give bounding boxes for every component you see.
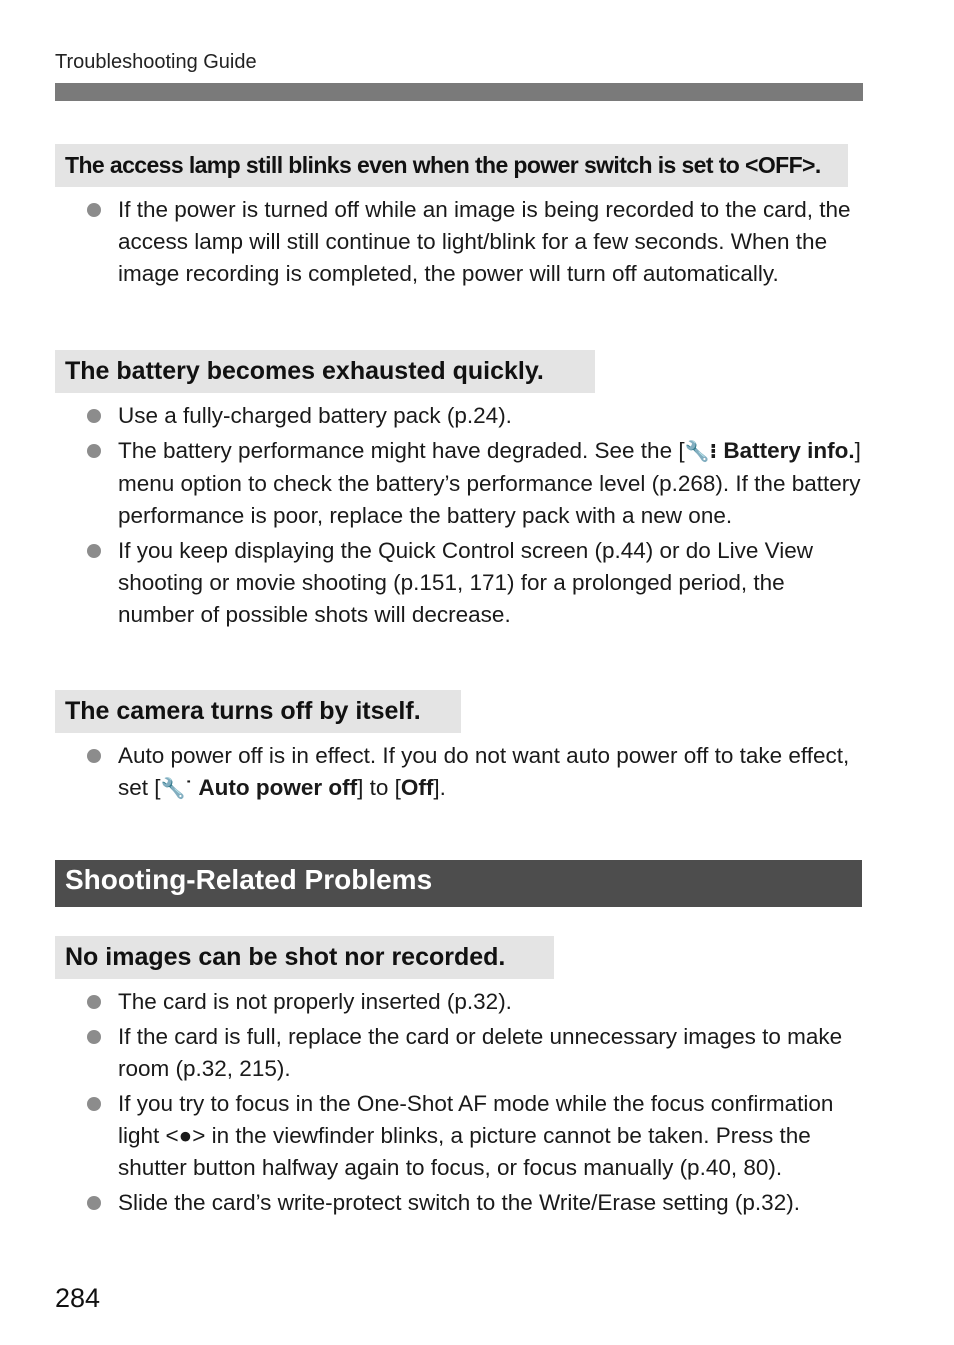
header-rule	[55, 83, 863, 101]
bullet-text: If the card is full, replace the card or delete unnecessary images to make room (p.32, 215).	[118, 1024, 843, 1081]
topic-heading-access-lamp: The access lamp still blinks even when the power switch is set to <OFF>.	[55, 144, 848, 187]
menu-option-auto-power-off: Auto power off	[198, 775, 358, 800]
menu-option-battery-info: Battery info.	[723, 438, 855, 463]
running-head: Troubleshooting Guide	[55, 51, 257, 73]
bullet-list-battery	[55, 400, 863, 634]
bullet-text-post: ] menu option to check the battery’s performance level (p.268). If the battery performance is poor, replace the battery pack with a new one.	[118, 438, 861, 528]
section-title-bar: Shooting-Related Problems	[55, 860, 862, 907]
bullet-list-auto-off	[55, 740, 863, 808]
bullet-dot	[87, 995, 101, 1009]
bullet-list-access-lamp	[55, 194, 863, 293]
bullet-text-mid: ] to [	[357, 775, 401, 800]
bullet-text-post: ].	[433, 775, 446, 800]
bullet-text-pre: The battery performance might have degraded. See the [	[118, 438, 685, 463]
focus-confirmation-light-icon: ●	[178, 1123, 193, 1148]
bullet-dot	[87, 409, 101, 423]
bullet-text: If you keep displaying the Quick Control screen (p.44) or do Live View shooting or movie shooting (p.151, 171) for a prolonged period, the number of possible shots will decrease.	[118, 538, 813, 627]
topic-heading-battery: The battery becomes exhausted quickly.	[55, 350, 595, 393]
bullet-text: Use a fully-charged battery pack (p.24).	[118, 403, 512, 428]
list-item	[55, 1021, 863, 1085]
bullet-dot	[87, 1097, 101, 1111]
list-item	[55, 535, 863, 631]
bullet-dot	[87, 203, 101, 217]
page-number: 284	[55, 1283, 101, 1313]
wrench-tab-1-icon: 🔧˙	[160, 778, 193, 800]
topic-heading-auto-off: The camera turns off by itself.	[55, 690, 461, 733]
wrench-tab-3-icon: 🔧⁝	[684, 441, 718, 463]
bullet-text-pre: Auto power off is in effect. If you do not want auto power off to take effect, set [	[118, 743, 850, 800]
bullet-list-no-images	[55, 986, 863, 1222]
bullet-text: If the power is turned off while an image is being recorded to the card, the access lamp will still continue to light/blink for a few seconds. When the image recording is completed, the power will turn off automatically.	[118, 197, 851, 286]
bullet-dot	[87, 1196, 101, 1210]
bullet-dot	[87, 444, 101, 458]
bullet-text: Slide the card’s write-protect switch to the Write/Erase setting (p.32).	[118, 1190, 800, 1215]
bullet-dot	[87, 1030, 101, 1044]
bullet-dot	[87, 544, 101, 558]
list-item	[55, 1088, 863, 1184]
list-item	[55, 194, 863, 290]
list-item	[55, 740, 863, 805]
setting-value-off: Off	[400, 775, 434, 800]
list-item	[55, 435, 863, 532]
bullet-text: The card is not properly inserted (p.32).	[118, 989, 512, 1014]
bullet-dot	[87, 749, 101, 763]
topic-heading-no-images: No images can be shot nor recorded.	[55, 936, 554, 979]
list-item	[55, 400, 863, 432]
list-item	[55, 986, 863, 1018]
list-item	[55, 1187, 863, 1219]
bullet-text-post: > in the viewfinder blinks, a picture cannot be taken. Press the shutter button halfway again to focus, or focus manually (p.40, 80).	[118, 1123, 811, 1180]
bullet-text-pre: If you try to focus in the One-Shot AF mode while the focus confirmation light <	[118, 1091, 834, 1148]
